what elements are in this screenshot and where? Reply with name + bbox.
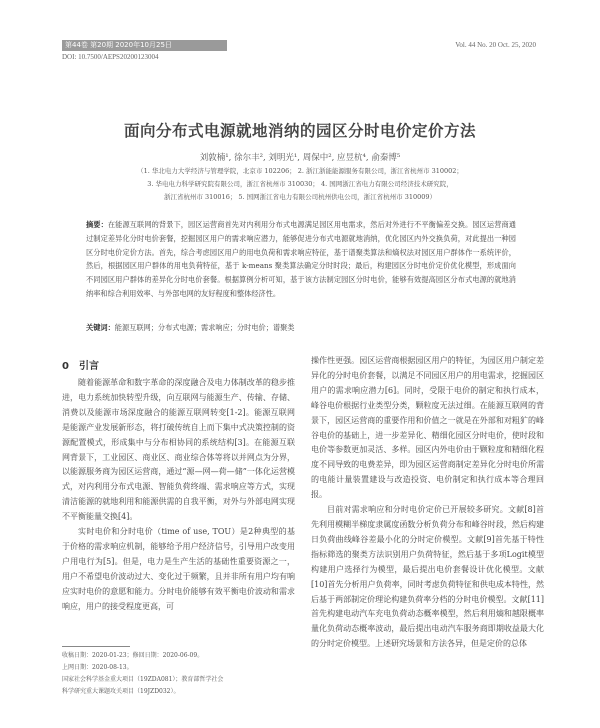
keywords-text: 能源互联网；分布式电源；需求响应；分时电价；谱聚类 xyxy=(114,323,295,332)
author-list: 刘敦楠¹, 徐尔丰², 刘明光¹, 周保中², 应昱杭⁴, 俞秦博⁵ xyxy=(199,153,401,163)
doi: DOI: 10.7500/AEPS20200123004 xyxy=(62,53,159,61)
left-column xyxy=(62,376,295,615)
footnote-line: 收稿日期：2020-01-23；修回日期：2020-06-09。 xyxy=(62,652,204,659)
footnote-line: 上网日期：2020-08-13。 xyxy=(62,664,133,671)
affiliation-line: 浙江省杭州市 310016； 5. 国网浙江省电力有限公司杭州供电公司，浙江省杭州市 310009） xyxy=(163,193,437,201)
journal-issue-banner: 第44卷 第20期 2020年10月25日 xyxy=(62,40,227,51)
footnote-line: 国家社会科学基金重大项目（19ZDA081）；教育部哲学社会 xyxy=(62,676,224,683)
journal-issue-english: Vol. 44 No. 20 Oct. 25, 2020 xyxy=(455,41,536,49)
body-paragraph: 操作性更强。园区运营商根据园区用户的特征，为园区用户制定差异化的分时电价套餐，以满足不同园区用户的用电需求，挖掘园区用户的需求响应潜力[6]。同时，受限于电价的制定和执行成本，峰谷电价根据行业类型分类，颗粒度无法过细。在能源互联网的背景下，园区运营商的重要作用和价值之一就是在外部和对粗犷的峰谷电价的基础上，进一步差异化、精细化园区分时电价，使时段和电价等参数更加灵活、多样。园区内外电价由于颗粒度和精细化程度不同导致的电费差异，即为园区运营商制定差异化分时电价所需的电能计量装置建设与改造投资、电价制定和执行成本等合理回报。 xyxy=(311,356,544,500)
footnote-rule xyxy=(62,646,130,647)
keywords-label: 关键词： xyxy=(86,323,115,332)
affiliation-line: （1. 华北电力大学经济与管理学院，北京市 102206； 2. 浙江浙能能源服务有限公司，浙江省杭州市 310002； xyxy=(137,167,463,175)
footnote-line: 科学研究重大课题攻关项目（19JZD032）。 xyxy=(62,688,180,695)
abstract-text: 在能源互联网的背景下，园区运营商首先对内利用分布式电源满足园区用电需求，然后对外进行不平衡偏差交换。园区运营商通过制定差异化分时电价套餐，挖掘园区用户的需求响应潜力，能够促进分布式电源就地消纳，优化园区内外交换负荷，对此提出一种园区分时电价定价方法。首先，综合考虑园区用户的用电负荷和需求响应特征，基于谱聚类算法和熵权法对园区用户群体作一系统评价，然后，根据园区用户群体的用电负荷特征，基于 k-means 聚类算法确定分时时段；最后，构建园区分时电价定价优化模型，形成面向不同园区用户群体的差异化分时电价套餐。根据算例分析可知，基于该方法制定园区分时电价，能够有效提高园区分布式电源的就地消纳率和综合利用效率、与外部电网的友好程度和整体经济性。 xyxy=(86,220,516,298)
footnotes xyxy=(62,650,302,698)
abstract xyxy=(86,218,516,301)
affiliation-line: 3. 华电电力科学研究院有限公司，浙江省杭州市 310030； 4. 国网浙江省电力有限公司经济技术研究院， xyxy=(147,180,453,188)
body-paragraph: 实时电价和分时电价（time of use, TOU）是2种典型的基于价格的需求响应机制，能够给予用户经济信号，引导用户改变用户用电行为[5]。但是，电力是生产生活的基础性重要资源之一，用户不希望电价波动过大、变化过于频繁，且并非所有用户均有响应实时电价的意愿和能力。分时电价能够有效平衡电价波动和需求响应，用户的接受程度更高，可 xyxy=(62,527,295,611)
paper-title: 面向分布式电源就地消纳的园区分时电价定价方法 xyxy=(123,122,476,140)
right-column xyxy=(311,354,544,652)
section-heading: 0 引言 xyxy=(62,361,99,372)
body-paragraph: 随着能源革命和数字革命的深度融合及电力体制改革的稳步推进，电力系统加快转型升级，向互联网与能源生产、传输、存储、消费以及能源市场深度融合的能源互联网转变[1-2]。能源互联网是能源产业发展新形态，将打破传统自上而下集中式决策控制的资源配置模式，形成集中与分布相协同的系统结构[3]。在能源互联网背景下，工业园区、商业区、商业综合体等将以并网点为分界，以能源服务商为园区运营商，通过“源—网—荷—储”一体化运营模式，对内利用分布式电源、智能负荷终端、需求响应等方式，实现清洁能源的就地利用和能源供需的自我平衡，对外与外部电网实现不平衡能量交换[4]。 xyxy=(62,378,295,522)
body-paragraph: 目前对需求响应和分时电价定价已开展较多研究。文献[8]首先利用模糊半梯度隶属度函数分析负荷分布和峰谷时段，然后构建日负荷曲线峰谷差最小化的分时定价模型。文献[9]首先基于特性指标筛选的聚类方法识别用户负荷特征，然后基于多项Logit模型构建用户选择行为模型，最后提出电价套餐设计优化模型。文献[10]首先分析用户负荷率，同时考虑负荷特征和供电成本特性，然后基于两部制定价理论构建负荷率分档的分时电价模型。文献[11]首先构建电动汽车充电负荷动态概率模型，然后利用熵和越限概率量化负荷动态概率波动，最后提出电动汽车服务商即期收益最大化的分时定价模型。上述研究场景和方法各异，但是定价的总体 xyxy=(311,505,544,649)
abstract-label: 摘要： xyxy=(86,220,108,229)
keywords xyxy=(86,323,516,333)
